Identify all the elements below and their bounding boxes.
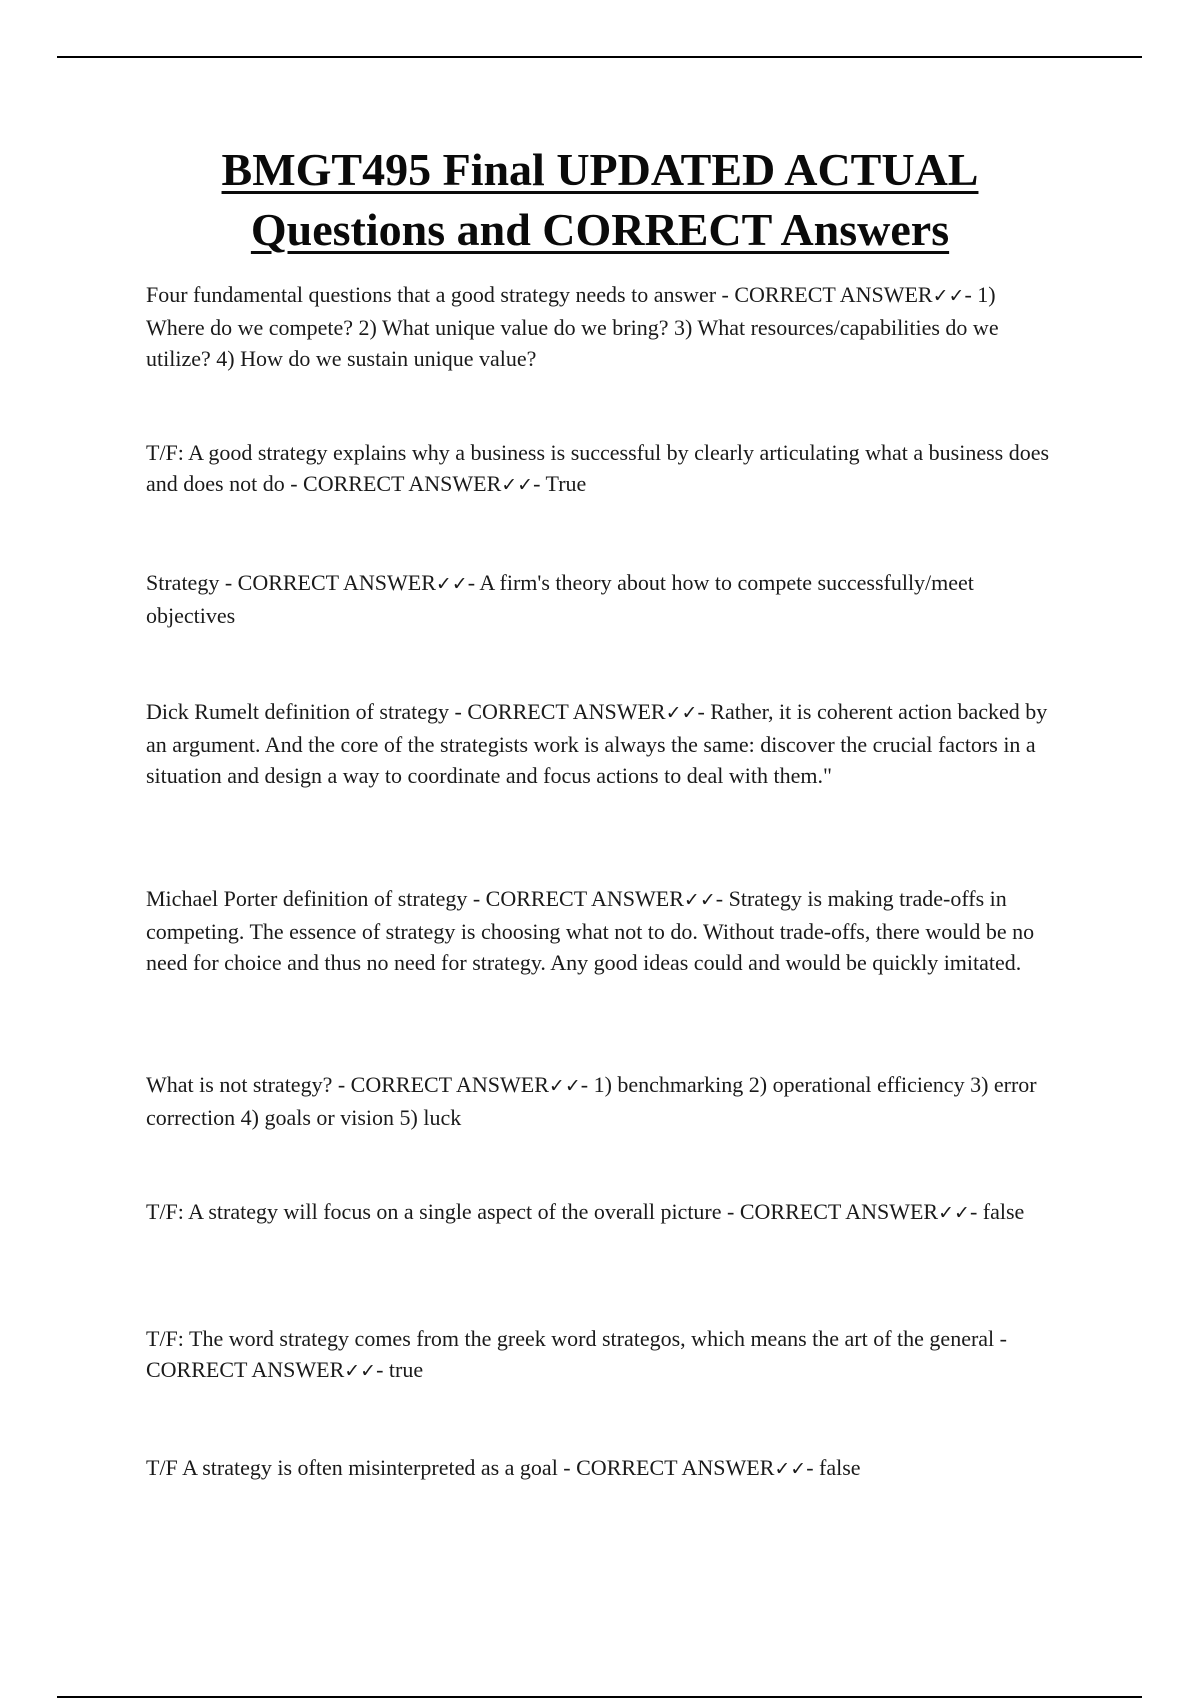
question-text: Michael Porter definition of strategy - CORRECT ANSWER xyxy=(146,886,684,911)
qa-item xyxy=(146,883,1056,978)
qa-item xyxy=(146,1069,1056,1133)
answer-text: - True xyxy=(533,471,587,496)
check-marks-icon: ✓✓ xyxy=(665,702,698,724)
footer-rule xyxy=(57,1696,1142,1698)
question-text: T/F A strategy is often misinterpreted as a goal - CORRECT ANSWER xyxy=(146,1455,775,1480)
check-marks-icon: ✓✓ xyxy=(548,1075,581,1097)
answer-text: - A firm's theory about how to compete successfully/meet objectives xyxy=(146,570,974,628)
title-line-1: BMGT495 Final UPDATED ACTUAL xyxy=(221,144,979,195)
check-marks-icon: ✓✓ xyxy=(501,474,534,496)
check-marks-icon: ✓✓ xyxy=(938,1202,970,1224)
qa-item xyxy=(146,279,1056,374)
answer-text: - 1) Where do we compete? 2) What unique value do we bring? 3) What resources/capabilities do we utilize? 4) How do we sustain unique value? xyxy=(146,282,999,371)
question-text: T/F: The word strategy comes from the greek word strategos, which means the art of the general - CORRECT ANSWER xyxy=(146,1326,1007,1382)
question-text: Four fundamental questions that a good strategy needs to answer - CORRECT ANSWER xyxy=(146,282,933,307)
check-marks-icon: ✓✓ xyxy=(435,573,468,595)
answer-text: - Strategy is making trade-offs in competing. The essence of strategy is choosing what not to do. Without trade-offs, there would be no need for choice and thus no need for strategy. Any good ideas could and would be quickly imitated. xyxy=(146,886,1035,975)
title-line-2: Questions and CORRECT Answers xyxy=(250,204,950,255)
answer-text: - false xyxy=(969,1199,1025,1224)
check-marks-icon: ✓✓ xyxy=(774,1458,807,1480)
answer-text: - Rather, it is coherent action backed by an argument. And the core of the strategists work is always the same: discover the crucial factors in a situation and design a way to coordinate and focus actions to deal with them." xyxy=(146,699,1048,788)
question-text: Dick Rumelt definition of strategy - CORRECT ANSWER xyxy=(146,699,666,724)
answer-text: - true xyxy=(376,1357,424,1382)
qa-item xyxy=(146,696,1056,791)
question-text: What is not strategy? - CORRECT ANSWER xyxy=(146,1072,549,1097)
question-text: T/F: A good strategy explains why a business is successful by clearly articulating what a business does and does not do - CORRECT ANSWER xyxy=(146,440,1050,496)
qa-item xyxy=(146,1323,1056,1387)
qa-item xyxy=(146,1452,1056,1485)
document-title xyxy=(0,140,1200,260)
qa-item xyxy=(146,437,1056,501)
answer-text: - false xyxy=(806,1455,861,1480)
header-rule xyxy=(57,56,1142,58)
qa-item xyxy=(146,1196,1056,1229)
question-text: T/F: A strategy will focus on a single aspect of the overall picture - CORRECT ANSWER xyxy=(146,1199,939,1224)
answer-text: - 1) benchmarking 2) operational efficiency 3) error correction 4) goals or vision 5) luck xyxy=(146,1072,1037,1130)
check-marks-icon: ✓✓ xyxy=(344,1360,377,1382)
question-text: Strategy - CORRECT ANSWER xyxy=(146,570,436,595)
check-marks-icon: ✓✓ xyxy=(932,285,965,307)
qa-item xyxy=(146,567,1056,631)
check-marks-icon: ✓✓ xyxy=(683,889,716,911)
